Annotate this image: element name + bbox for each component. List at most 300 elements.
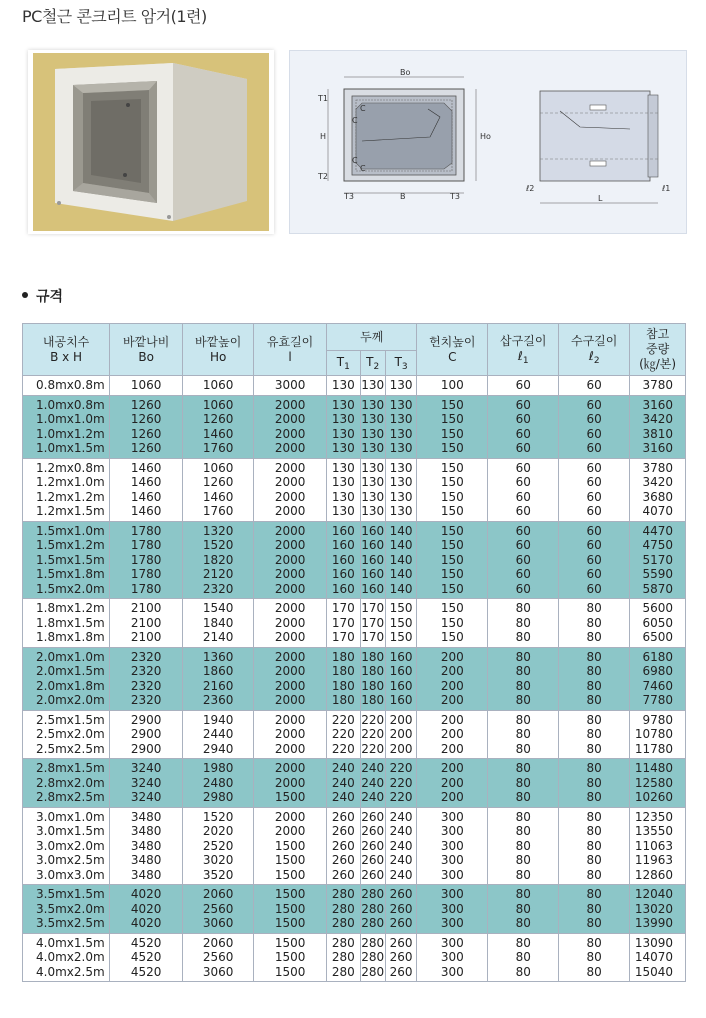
cell-bo [110,759,183,808]
cell-value: 150 [440,552,464,567]
cell-value: 3000 [274,378,306,392]
cell-value: 280 [331,964,355,979]
cell-value: 5870 [642,581,673,596]
cell-value: 2000 [274,712,306,727]
cell-value: 3810 [642,426,673,441]
cell-value: 160 [331,538,355,552]
cell-t2 [360,807,385,885]
cell-value: 150 [389,601,413,615]
cell-haunch [417,933,488,982]
cell-haunch [417,521,488,599]
cell-t3 [385,933,416,982]
cell-value: 130 [331,475,355,489]
cell-value: 80 [515,964,531,979]
cell-value: 2000 [274,809,306,824]
cell-value: 1500 [274,790,306,804]
cell-value: 200 [440,693,464,707]
cell-value: 300 [440,887,464,901]
cell-value: 80 [515,887,531,901]
cell-value: 1500 [274,867,306,882]
cell-size [23,710,110,759]
cell-value: 160 [361,523,385,538]
cell-value: 3480 [130,809,162,824]
cell-value: 260 [389,901,413,916]
cell-value: 2000 [274,441,306,455]
cell-t3 [385,458,416,521]
cell-value: 130 [389,475,413,489]
cell-value: 260 [331,867,355,882]
cell-value: 3780 [642,378,673,392]
cell-value: 240 [389,809,413,824]
cell-value: 220 [361,741,385,756]
cell-value: 180 [331,649,355,664]
cell-length [254,710,327,759]
cell-value: 1500 [274,901,306,916]
cell-value: 130 [331,460,355,475]
cell-value: 140 [389,581,413,596]
cell-value: 2000 [274,426,306,441]
cell-value: 280 [361,950,385,964]
cell-value: 2.0mx1.8m [36,678,105,693]
cell-value: 300 [440,901,464,916]
label-c1: C [360,104,366,113]
cell-value: 4470 [642,523,673,538]
cell-value: 80 [586,809,602,824]
cell-value: 130 [389,378,413,392]
cell-value: 300 [440,809,464,824]
cell-socket [559,759,630,808]
cell-value: 2980 [202,790,234,804]
cell-value: 2320 [130,664,162,678]
cell-value: 3.0mx1.0m [36,809,105,824]
cell-haunch [417,376,488,396]
cell-value: 130 [389,460,413,475]
cell-value: 170 [361,630,385,644]
cell-value: 3020 [202,853,234,867]
label-l2: ℓ2 [526,184,535,193]
cell-value: 300 [440,853,464,867]
cell-t1 [327,710,360,759]
cell-value: 260 [361,809,385,824]
cell-value: 60 [586,523,602,538]
cell-value: 260 [331,838,355,853]
label-h: H [320,132,327,141]
cell-value: 60 [586,475,602,489]
cell-value: 6980 [642,664,673,678]
cell-value: 80 [515,693,531,707]
cell-value: 1260 [130,412,162,426]
cell-value: 60 [515,426,531,441]
cell-value: 3480 [130,824,162,838]
cell-value: 3160 [642,441,673,455]
box-culvert-photo [33,53,269,231]
cell-value: 2000 [274,489,306,504]
cell-value: 170 [361,615,385,630]
cell-value: 1460 [130,460,162,475]
cell-value: 80 [586,693,602,707]
label-b: B [400,192,406,201]
cell-value: 300 [440,867,464,882]
bullet-icon [22,292,28,298]
cell-value: 130 [389,504,413,518]
cell-value: 1940 [202,712,234,727]
cell-value: 150 [440,567,464,581]
cell-weight [630,376,686,396]
cell-t1 [327,759,360,808]
cell-length [254,885,327,934]
product-photo-frame [28,50,274,234]
cell-value: 2000 [274,649,306,664]
cell-value: 3.0mx3.0m [36,867,105,882]
cell-value: 1260 [130,397,162,412]
cell-size [23,599,110,648]
cell-value: 1460 [202,426,234,441]
cell-value: 80 [515,901,531,916]
cell-value: 280 [331,950,355,964]
cell-value: 80 [515,916,531,930]
cell-value: 80 [515,824,531,838]
cell-value: 1.0mx1.0m [36,412,105,426]
label-t1: T1 [318,94,328,103]
cell-value: 2320 [130,649,162,664]
cell-value: 3.5mx2.5m [36,916,105,930]
cell-t3 [385,395,416,458]
cell-value: 200 [440,761,464,775]
cell-value: 80 [515,615,531,630]
cell-weight [630,759,686,808]
cell-value: 3420 [642,475,673,489]
cell-value: 260 [361,838,385,853]
cell-value: 60 [586,552,602,567]
cell-value: 13020 [634,901,673,916]
cell-spigot [488,807,559,885]
cell-value: 2000 [274,824,306,838]
cell-value: 300 [440,824,464,838]
cell-value: 130 [331,412,355,426]
cell-ho [183,807,254,885]
cell-bo [110,521,183,599]
header-t2: $T_2$ [360,351,385,376]
cell-weight [630,458,686,521]
cell-value: 280 [331,901,355,916]
cell-weight [630,885,686,934]
header-t3: $T_3$ [385,351,416,376]
cell-value: 2900 [130,741,162,756]
cell-weight [630,933,686,982]
cell-value: 160 [361,552,385,567]
cell-value: 240 [361,790,385,804]
cell-t1 [327,458,360,521]
cell-value: 1.5mx1.5m [36,552,105,567]
cell-t1 [327,647,360,710]
table-row [23,933,686,982]
cell-value: 2.5mx1.5m [36,712,105,727]
cell-value: 220 [389,775,413,790]
cell-value: 80 [586,775,602,790]
cell-socket [559,395,630,458]
cell-value: 80 [515,935,531,950]
cell-value: 4070 [642,504,673,518]
cell-value: 140 [389,538,413,552]
cell-spigot [488,458,559,521]
cell-value: 60 [515,567,531,581]
cell-value: 2000 [274,538,306,552]
cell-value: 14070 [634,950,673,964]
cell-value: 4020 [130,887,162,901]
header-length: 유효길이 l [254,324,327,376]
cell-value: 2020 [202,824,234,838]
cell-value: 3480 [130,867,162,882]
cell-value: 200 [389,741,413,756]
cell-value: 1.0mx1.5m [36,441,105,455]
cell-value: 2000 [274,601,306,615]
cell-value: 130 [389,426,413,441]
cell-value: 200 [440,649,464,664]
header-socket: 수구길이 ℓ$_2$ [559,324,630,376]
cell-value: 1060 [202,378,234,392]
cell-t2 [360,376,385,396]
cell-value: 2560 [202,950,234,964]
table-row [23,807,686,885]
cell-t3 [385,647,416,710]
cell-value: 130 [361,426,385,441]
cell-value: 240 [389,838,413,853]
cell-socket [559,807,630,885]
cell-value: 60 [586,581,602,596]
cell-value: 4520 [130,964,162,979]
cell-t2 [360,933,385,982]
cell-value: 80 [586,741,602,756]
cell-size [23,376,110,396]
cell-t3 [385,885,416,934]
cell-value: 13550 [634,824,673,838]
cell-value: 280 [361,916,385,930]
cell-haunch [417,885,488,934]
cell-spigot [488,395,559,458]
cell-value: 140 [389,552,413,567]
cell-ho [183,710,254,759]
cell-value: 2140 [202,630,234,644]
cell-t2 [360,759,385,808]
cell-value: 1780 [130,538,162,552]
cell-value: 2000 [274,664,306,678]
cell-value: 80 [515,775,531,790]
cell-value: 150 [440,538,464,552]
cell-value: 80 [515,838,531,853]
label-t3b: T3 [450,192,460,201]
cell-value: 200 [440,678,464,693]
cell-value: 200 [440,775,464,790]
cell-value: 1460 [202,489,234,504]
cell-value: 160 [389,678,413,693]
cell-value: 160 [389,664,413,678]
cell-haunch [417,759,488,808]
cell-value: 7780 [642,693,673,707]
cell-value: 1780 [130,552,162,567]
cell-t2 [360,599,385,648]
page-title: PC철근 콘크리트 암거(1련) [22,7,207,26]
cell-value: 3520 [202,867,234,882]
cell-value: 60 [586,567,602,581]
table-row [23,885,686,934]
cell-value: 260 [389,964,413,979]
cell-value: 2000 [274,523,306,538]
cell-value: 80 [586,867,602,882]
cell-value: 1500 [274,950,306,964]
cell-value: 140 [389,523,413,538]
cell-value: 15040 [634,964,673,979]
cell-value: 60 [586,460,602,475]
cell-value: 240 [389,853,413,867]
cell-value: 2000 [274,412,306,426]
cell-length [254,521,327,599]
dimension-diagram-frame [289,50,687,234]
label-l: L [598,194,603,203]
cell-value: 200 [440,664,464,678]
cell-value: 80 [515,761,531,775]
cell-value: 80 [586,601,602,615]
cell-value: 1320 [202,523,234,538]
table-row [23,599,686,648]
cell-value: 3160 [642,397,673,412]
table-row [23,521,686,599]
table-row [23,759,686,808]
cell-value: 180 [331,664,355,678]
cell-weight [630,710,686,759]
cell-length [254,395,327,458]
cell-value: 130 [389,441,413,455]
cell-value: 2100 [130,615,162,630]
cell-size [23,458,110,521]
cell-value: 1.5mx1.8m [36,567,105,581]
cell-size [23,885,110,934]
label-t3a: T3 [344,192,354,201]
cell-value: 1.5mx1.0m [36,523,105,538]
cell-value: 150 [440,441,464,455]
cell-value: 130 [361,489,385,504]
cell-value: 2.5mx2.5m [36,741,105,756]
cell-value: 170 [331,615,355,630]
cell-value: 60 [586,441,602,455]
cell-value: 2000 [274,693,306,707]
cell-value: 2060 [202,887,234,901]
cell-value: 300 [440,950,464,964]
cell-value: 150 [440,581,464,596]
cell-bo [110,376,183,396]
cell-spigot [488,885,559,934]
cell-socket [559,458,630,521]
cell-size [23,395,110,458]
cell-value: 150 [440,475,464,489]
cell-value: 1.8mx1.8m [36,630,105,644]
cell-value: 4520 [130,950,162,964]
cell-socket [559,521,630,599]
cell-t2 [360,710,385,759]
cell-value: 80 [515,853,531,867]
cell-value: 1060 [202,460,234,475]
cell-haunch [417,647,488,710]
cell-value: 200 [440,741,464,756]
cell-value: 1500 [274,964,306,979]
cell-value: 80 [515,678,531,693]
cell-value: 130 [361,412,385,426]
cell-value: 1860 [202,664,234,678]
cell-value: 170 [361,601,385,615]
cell-socket [559,599,630,648]
cell-size [23,521,110,599]
header-spigot: 삽구길이 ℓ$_1$ [488,324,559,376]
cell-value: 150 [440,615,464,630]
cell-t3 [385,807,416,885]
cell-value: 1.2mx1.2m [36,489,105,504]
cell-value: 280 [361,935,385,950]
cell-value: 11480 [634,761,673,775]
cell-value: 80 [515,712,531,727]
cell-value: 13090 [634,935,673,950]
cell-value: 1500 [274,853,306,867]
header-haunch: 헌치높이 C [417,324,488,376]
cell-value: 220 [389,761,413,775]
cell-t3 [385,759,416,808]
cell-value: 130 [389,412,413,426]
cell-value: 240 [389,867,413,882]
cell-value: 260 [389,950,413,964]
cell-value: 200 [440,790,464,804]
cell-weight [630,395,686,458]
cell-value: 6050 [642,615,673,630]
label-l1: ℓ1 [662,184,671,193]
cell-value: 60 [586,538,602,552]
header-ho: 바깥높이 Ho [183,324,254,376]
cell-value: 260 [331,853,355,867]
cell-value: 200 [389,727,413,741]
cell-value: 80 [586,712,602,727]
cell-value: 300 [440,964,464,979]
cell-ho [183,647,254,710]
cell-value: 130 [331,504,355,518]
cell-value: 150 [389,615,413,630]
cell-value: 60 [586,489,602,504]
cell-haunch [417,807,488,885]
cell-value: 220 [331,741,355,756]
cell-weight [630,647,686,710]
cell-value: 2000 [274,475,306,489]
cell-spigot [488,521,559,599]
cell-value: 10780 [634,727,673,741]
cell-t2 [360,647,385,710]
cell-value: 2000 [274,775,306,790]
cell-value: 1840 [202,615,234,630]
cell-value: 240 [389,824,413,838]
cell-value: 160 [361,538,385,552]
section-title-text: 규격 [36,289,64,305]
cell-value: 9780 [642,712,673,727]
cell-size [23,759,110,808]
cell-value: 2520 [202,838,234,853]
cell-value: 180 [361,693,385,707]
cell-t1 [327,933,360,982]
cell-value: 130 [361,397,385,412]
cell-bo [110,807,183,885]
cell-value: 2480 [202,775,234,790]
cell-length [254,807,327,885]
cell-t1 [327,807,360,885]
cell-value: 2100 [130,630,162,644]
cell-value: 180 [361,664,385,678]
cell-socket [559,933,630,982]
cell-value: 1780 [130,567,162,581]
cell-value: 80 [515,727,531,741]
